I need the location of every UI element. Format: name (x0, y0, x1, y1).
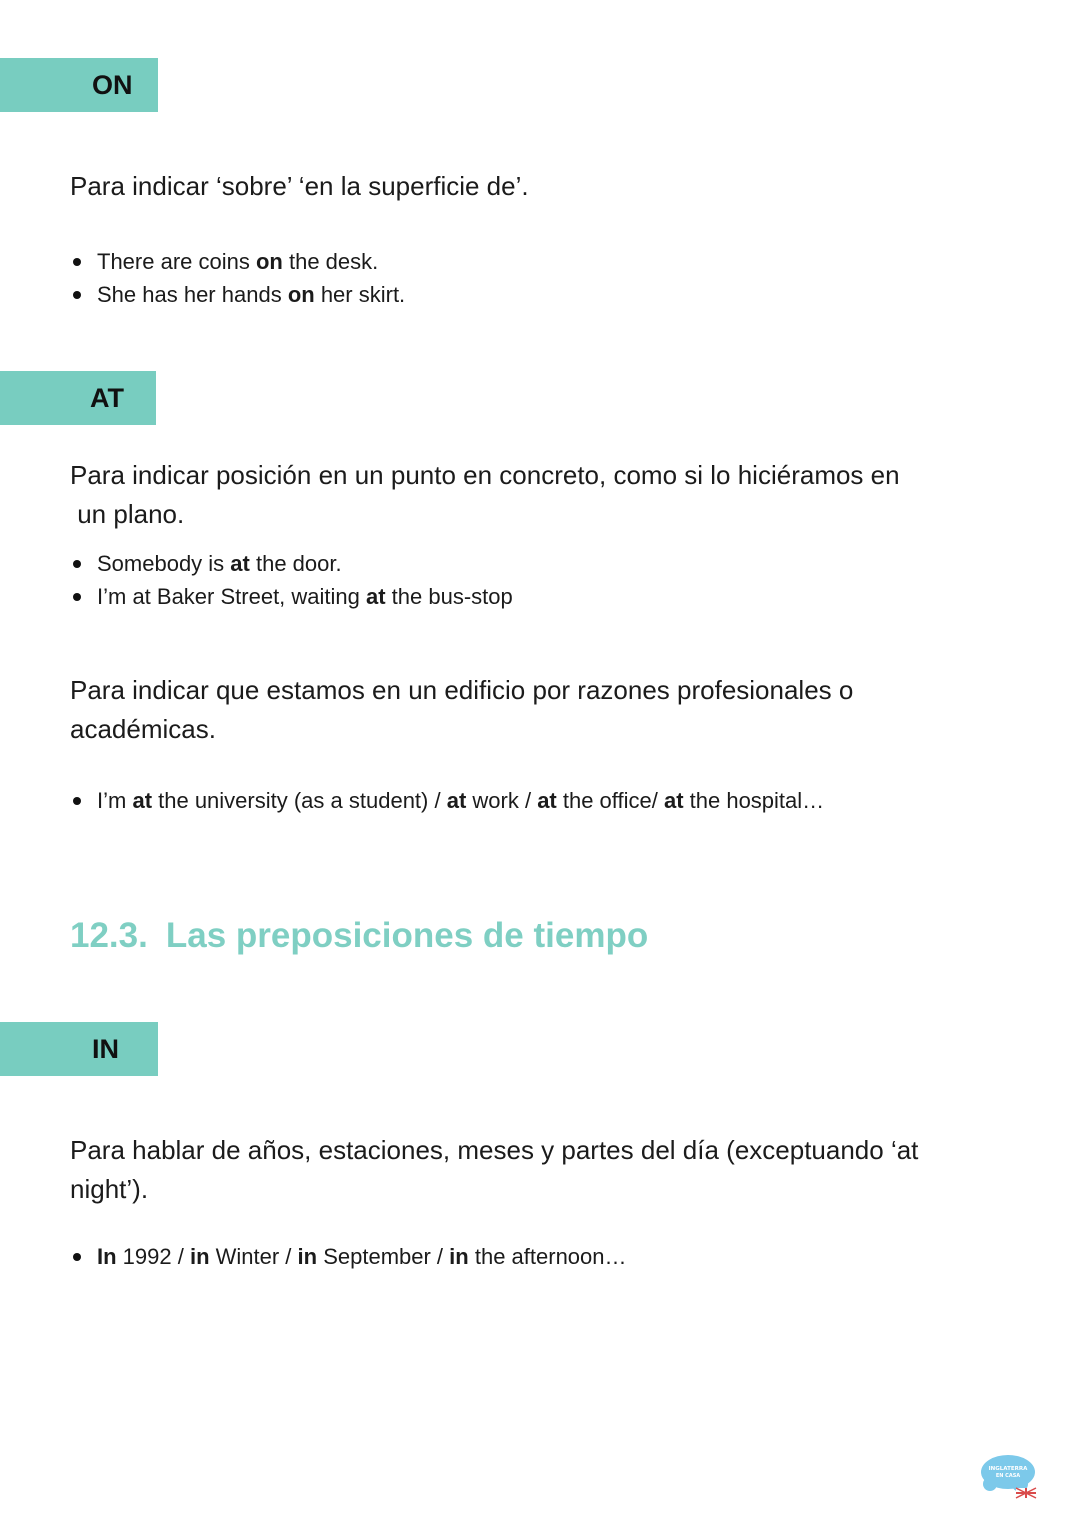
example-item (70, 547, 513, 580)
example-text: I’m (97, 788, 133, 813)
example-text: There are coins (97, 249, 256, 274)
uk-flag-icon (1016, 1488, 1036, 1498)
tag-on (0, 58, 158, 112)
in-description (70, 1131, 1030, 1209)
example-text: September / (317, 1244, 450, 1269)
example-text: the bus-stop (385, 584, 513, 609)
tag-at (0, 371, 156, 425)
tag-in (0, 1022, 158, 1076)
at-examples-2 (70, 784, 824, 817)
in-description-line1: Para hablar de años, estaciones, meses y partes del día (exceptuando ‘at (70, 1135, 919, 1165)
tag-at-label: AT (90, 382, 124, 413)
preposition-highlight: in (189, 1244, 210, 1269)
at-description-2 (70, 671, 1030, 749)
example-text: the office/ (556, 788, 664, 813)
example-item (70, 278, 405, 311)
inglaterra-en-casa-logo (976, 1452, 1040, 1500)
section-title-text: Las preposiciones de tiempo (165, 916, 649, 955)
example-text: the desk. (282, 249, 379, 274)
tag-on-label: ON (92, 69, 133, 100)
example-item (70, 1240, 627, 1273)
preposition-highlight: at (230, 551, 250, 576)
section-title (70, 916, 648, 956)
preposition-highlight: at (537, 788, 557, 813)
logo-text-2: EN CASA (995, 1473, 1021, 1479)
preposition-highlight: at (446, 788, 467, 813)
example-item (70, 784, 824, 817)
logo-text-1: INGLATERRA (988, 1466, 1028, 1472)
preposition-highlight: on (287, 282, 315, 307)
in-description-line2: night’). (70, 1174, 149, 1204)
example-item (70, 245, 405, 278)
preposition-highlight: on (255, 249, 283, 274)
at-examples-1 (70, 547, 513, 613)
example-text: Somebody is (97, 551, 231, 576)
example-text: the door. (249, 551, 342, 576)
at-description-2-line2: académicas. (70, 714, 216, 744)
at-description-1-line2: un plano. (70, 499, 185, 529)
preposition-highlight: in (449, 1244, 469, 1269)
in-examples (70, 1240, 627, 1273)
example-text: Winter / (209, 1244, 298, 1269)
on-examples (70, 245, 405, 311)
section-number: 12.3. (70, 916, 148, 955)
example-text: I’m at Baker Street, waiting (97, 584, 366, 609)
preposition-highlight: at (366, 584, 386, 609)
example-text: the afternoon… (468, 1244, 627, 1269)
at-description-1 (70, 456, 1030, 534)
example-item (70, 580, 513, 613)
on-description: Para indicar ‘sobre’ ‘en la superficie de’. (70, 171, 529, 201)
tag-in-label: IN (92, 1033, 119, 1064)
example-text: the hospital… (683, 788, 825, 813)
preposition-highlight: at (132, 788, 153, 813)
example-text: She has her hands (97, 282, 288, 307)
preposition-highlight: in (297, 1244, 318, 1269)
at-description-1-line1: Para indicar posición en un punto en concreto, como si lo hiciéramos en (70, 460, 900, 490)
preposition-highlight: at (663, 788, 684, 813)
example-text: her skirt. (314, 282, 406, 307)
preposition-highlight: In (97, 1244, 117, 1269)
at-description-2-line1: Para indicar que estamos en un edificio por razones profesionales o (70, 675, 854, 705)
example-text: work / (466, 788, 538, 813)
example-text: 1992 / (116, 1244, 190, 1269)
example-text: the university (as a student) / (152, 788, 447, 813)
